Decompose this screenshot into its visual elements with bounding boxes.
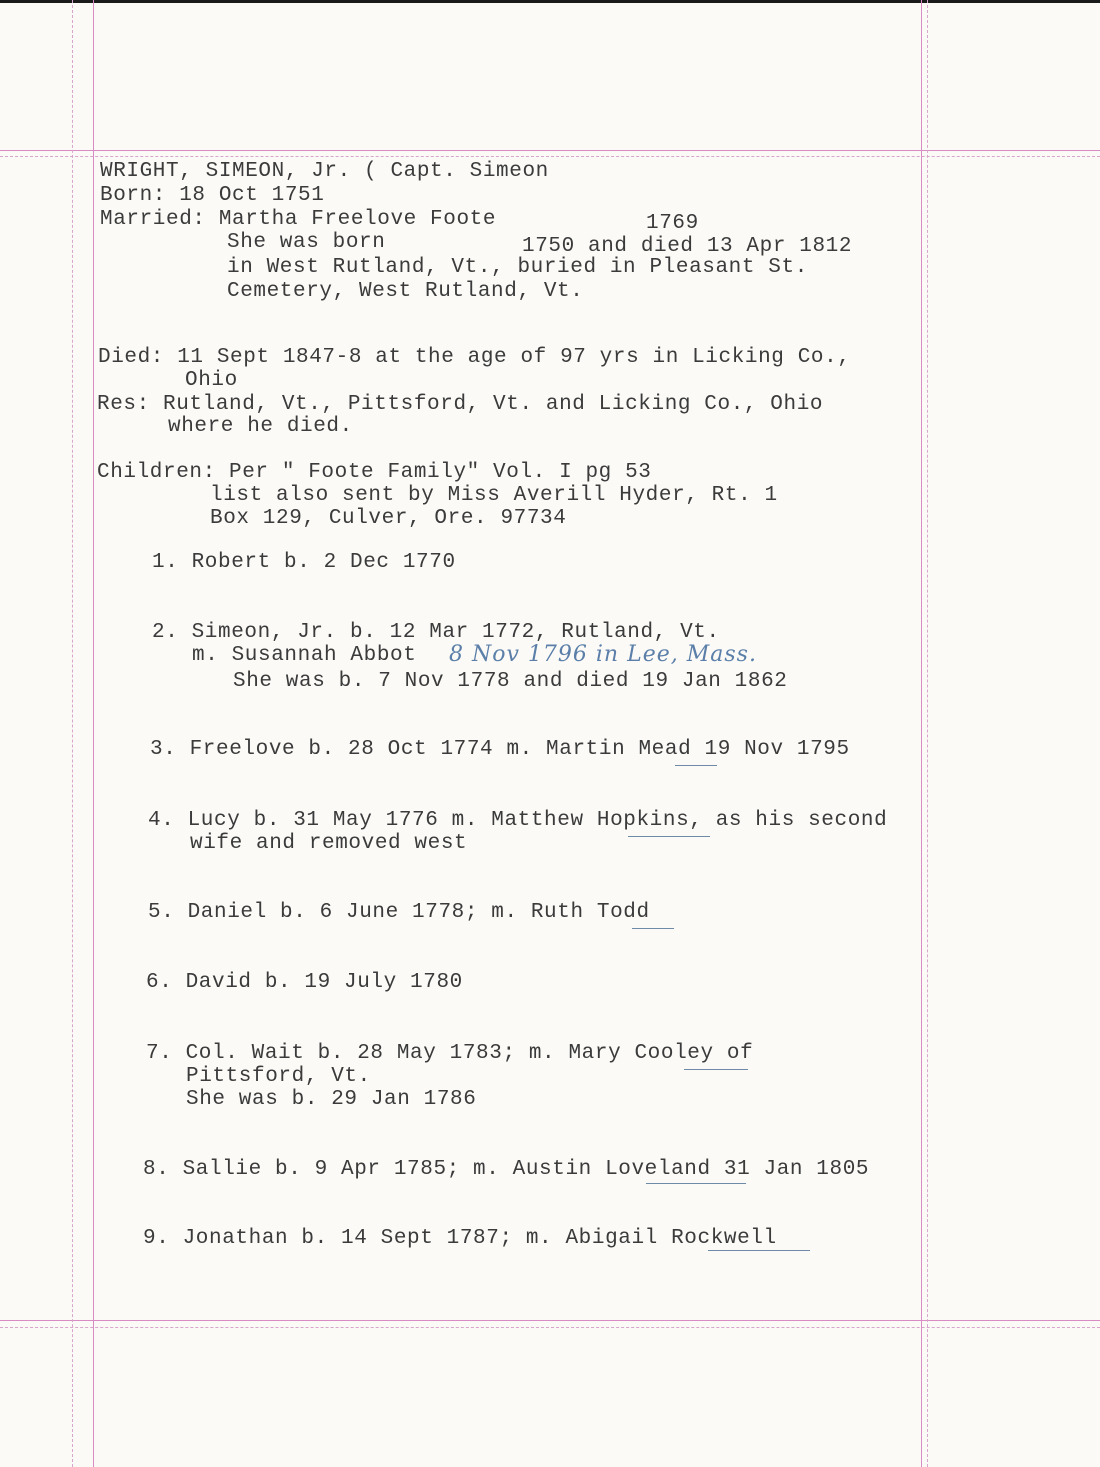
child-entry-continued: m. Susannah Abbot xyxy=(192,644,417,667)
child-entry: 9. Jonathan b. 14 Sept 1787; m. Abigail Rockwell xyxy=(143,1227,777,1250)
child-entry: 7. Col. Wait b. 28 May 1783; m. Mary Cooley of xyxy=(146,1042,754,1065)
died-line-continued: Ohio xyxy=(185,369,238,392)
wife-died-line: 1750 and died 13 Apr 1812 xyxy=(522,235,853,258)
name-line: WRIGHT, SIMEON, Jr. ( Capt. Simeon xyxy=(100,160,549,183)
child-entry: 6. David b. 19 July 1780 xyxy=(146,971,463,994)
top-margin-rule xyxy=(0,150,1100,151)
residence-line: Res: Rutland, Vt., Pittsford, Vt. and Licking Co., Ohio xyxy=(97,393,824,416)
left-margin-rule-secondary xyxy=(72,0,73,1467)
child-entry-continued: She was b. 29 Jan 1786 xyxy=(186,1088,477,1111)
top-margin-rule-secondary xyxy=(0,156,1100,157)
surname-underline xyxy=(646,1183,746,1184)
born-line: Born: 18 Oct 1751 xyxy=(100,184,325,207)
children-source-line: list also sent by Miss Averill Hyder, Rt. 1 xyxy=(210,484,778,507)
wife-cemetery-line: Cemetery, West Rutland, Vt. xyxy=(227,280,584,303)
child-entry-continued: She was b. 7 Nov 1778 and died 19 Jan 1862 xyxy=(233,670,788,693)
scan-edge xyxy=(0,0,1100,3)
bottom-margin-rule xyxy=(0,1320,1100,1321)
surname-underline xyxy=(708,1250,810,1251)
wife-place-line: in West Rutland, Vt., buried in Pleasant St. xyxy=(227,256,808,279)
child-entry: 2. Simeon, Jr. b. 12 Mar 1772, Rutland, Vt. xyxy=(152,621,720,644)
surname-underline xyxy=(632,928,674,929)
child-entry-continued: Pittsford, Vt. xyxy=(186,1065,371,1088)
residence-line-continued: where he died. xyxy=(168,415,353,438)
child-entry: 5. Daniel b. 6 June 1778; m. Ruth Todd xyxy=(148,901,650,924)
surname-underline xyxy=(628,836,710,837)
child-entry: 4. Lucy b. 31 May 1776 m. Matthew Hopkins, as his second xyxy=(148,809,888,832)
children-header-line: Children: Per " Foote Family" Vol. I pg 53 xyxy=(97,461,652,484)
bottom-margin-rule-secondary xyxy=(0,1327,1100,1328)
children-address-line: Box 129, Culver, Ore. 97734 xyxy=(210,507,567,530)
died-line: Died: 11 Sept 1847-8 at the age of 97 yrs in Licking Co., xyxy=(98,346,851,369)
child-entry: 3. Freelove b. 28 Oct 1774 m. Martin Mead 19 Nov 1795 xyxy=(150,738,850,761)
handwritten-annotation: 8 Nov 1796 in Lee, Mass. xyxy=(449,642,757,667)
child-entry-continued: wife and removed west xyxy=(190,832,468,855)
wife-born-line: She was born xyxy=(227,231,386,254)
left-margin-rule xyxy=(93,0,94,1467)
child-entry: 8. Sallie b. 9 Apr 1785; m. Austin Loveland 31 Jan 1805 xyxy=(143,1158,870,1181)
child-entry: 1. Robert b. 2 Dec 1770 xyxy=(152,551,456,574)
married-line: Married: Martha Freelove Foote xyxy=(100,208,497,231)
married-year: 1769 xyxy=(646,212,699,235)
surname-underline xyxy=(684,1069,748,1070)
right-margin-rule-secondary xyxy=(927,0,928,1467)
right-margin-rule xyxy=(921,0,922,1467)
surname-underline xyxy=(675,765,717,766)
